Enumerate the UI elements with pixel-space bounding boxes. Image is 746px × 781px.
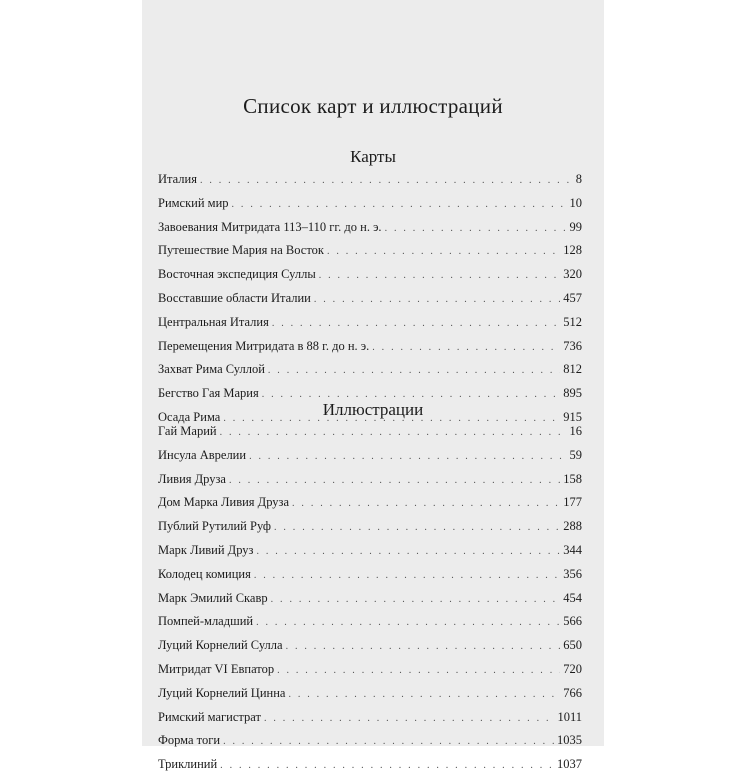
dot-leader bbox=[385, 223, 567, 234]
entry-label: Помпей-младший bbox=[158, 614, 254, 629]
list-item bbox=[158, 567, 582, 591]
dot-leader bbox=[256, 546, 560, 557]
entry-page-number: 566 bbox=[563, 614, 582, 629]
list-item bbox=[158, 472, 582, 496]
entry-page-number: 736 bbox=[563, 338, 582, 353]
dot-leader bbox=[200, 175, 573, 186]
list-item bbox=[158, 733, 582, 757]
entry-page-number: 1035 bbox=[557, 733, 582, 748]
dot-leader bbox=[319, 270, 561, 281]
illustrations-heading: Иллюстрации bbox=[322, 400, 424, 419]
list-item bbox=[158, 448, 582, 472]
entry-page-number: 457 bbox=[563, 290, 582, 305]
dot-leader bbox=[232, 199, 567, 210]
dot-leader bbox=[264, 713, 554, 724]
dot-leader bbox=[372, 342, 560, 353]
dot-leader bbox=[220, 427, 567, 438]
entry-label: Дом Марка Ливия Друза bbox=[158, 495, 290, 510]
list-item bbox=[158, 519, 582, 543]
dot-leader bbox=[272, 318, 560, 329]
entry-label: Инсула Аврелии bbox=[158, 447, 247, 462]
dot-leader bbox=[286, 641, 561, 652]
entry-label: Италия bbox=[158, 172, 197, 186]
entry-page-number: 320 bbox=[563, 267, 582, 282]
dot-leader bbox=[268, 365, 560, 376]
entry-page-number: 99 bbox=[569, 219, 582, 234]
entry-label: Завоевания Митридата 113–110 гг. до н. э. bbox=[158, 219, 382, 234]
list-item bbox=[158, 362, 582, 386]
entry-page-number: 177 bbox=[563, 495, 582, 510]
list-item bbox=[158, 591, 582, 615]
dot-leader bbox=[314, 294, 560, 305]
entry-page-number: 720 bbox=[563, 661, 582, 676]
list-item bbox=[158, 196, 582, 220]
dot-leader bbox=[262, 389, 561, 400]
entry-label: Бегство Гая Мария bbox=[158, 386, 259, 401]
entry-page-number: 1011 bbox=[557, 709, 582, 724]
page-title: Список карт и иллюстраций bbox=[243, 94, 503, 118]
entry-page-number: 915 bbox=[563, 409, 582, 424]
dot-leader bbox=[271, 594, 561, 605]
dot-leader bbox=[274, 522, 560, 533]
dot-leader bbox=[220, 760, 554, 771]
entry-label: Колодец комиция bbox=[158, 566, 251, 581]
list-item bbox=[158, 662, 582, 686]
dot-leader bbox=[254, 570, 560, 581]
entry-label: Путешествие Мария на Восток bbox=[158, 243, 324, 258]
dot-leader bbox=[256, 617, 560, 628]
entry-label: Ливия Друза bbox=[158, 471, 226, 486]
maps-heading: Карты bbox=[350, 147, 396, 166]
entry-page-number: 1037 bbox=[557, 757, 582, 772]
entry-page-number: 650 bbox=[563, 638, 582, 653]
entry-page-number: 812 bbox=[563, 362, 582, 377]
list-item bbox=[158, 757, 582, 781]
entry-label: Форма тоги bbox=[158, 733, 221, 748]
entry-page-number: 356 bbox=[563, 566, 582, 581]
dot-leader bbox=[229, 475, 560, 486]
entry-page-number: 59 bbox=[569, 447, 582, 462]
list-item bbox=[158, 686, 582, 710]
entry-label: Гай Марий bbox=[158, 424, 217, 438]
dot-leader bbox=[249, 451, 566, 462]
entry-page-number: 766 bbox=[563, 685, 582, 700]
list-item bbox=[158, 424, 582, 448]
entry-label: Митридат VI Евпатор bbox=[158, 661, 275, 676]
entry-label: Центральная Италия bbox=[158, 314, 269, 329]
entry-label: Публий Рутилий Руф bbox=[158, 519, 271, 534]
entry-page-number: 288 bbox=[563, 519, 582, 534]
list-item bbox=[158, 495, 582, 519]
list-item bbox=[158, 220, 582, 244]
dot-leader bbox=[277, 665, 560, 676]
entry-label: Марк Ливий Друз bbox=[158, 542, 254, 557]
list-item bbox=[158, 614, 582, 638]
entry-label: Римский магистрат bbox=[158, 709, 261, 724]
entry-page-number: 454 bbox=[563, 590, 582, 605]
list-item bbox=[158, 315, 582, 339]
maps-list bbox=[158, 172, 582, 434]
list-item bbox=[158, 243, 582, 267]
list-item bbox=[158, 172, 582, 196]
entry-page-number: 8 bbox=[575, 172, 582, 186]
list-item bbox=[158, 710, 582, 734]
entry-label: Луций Корнелий Сулла bbox=[158, 638, 283, 653]
dot-leader bbox=[327, 246, 560, 257]
list-item bbox=[158, 291, 582, 315]
entry-page-number: 344 bbox=[563, 542, 582, 557]
list-item bbox=[158, 267, 582, 291]
entry-label: Восточная экспедиция Суллы bbox=[158, 267, 316, 282]
dot-leader bbox=[288, 689, 560, 700]
entry-label: Захват Рима Суллой bbox=[158, 362, 265, 377]
entry-label: Восставшие области Италии bbox=[158, 290, 311, 305]
list-item bbox=[158, 543, 582, 567]
entry-label: Римский мир bbox=[158, 195, 229, 210]
entry-page-number: 128 bbox=[563, 243, 582, 258]
entry-label: Осада Рима bbox=[158, 409, 221, 424]
entry-label: Луций Корнелий Цинна bbox=[158, 685, 286, 700]
list-item bbox=[158, 638, 582, 662]
illustrations-list bbox=[158, 424, 582, 781]
book-page bbox=[142, 0, 604, 772]
entry-label: Марк Эмилий Скавр bbox=[158, 590, 268, 605]
entry-page-number: 16 bbox=[569, 424, 582, 438]
entry-label: Перемещения Митридата в 88 г. до н. э. bbox=[158, 338, 370, 353]
entry-page-number: 512 bbox=[563, 314, 582, 329]
entry-page-number: 158 bbox=[563, 471, 582, 486]
entry-page-number: 895 bbox=[563, 386, 582, 401]
dot-leader bbox=[292, 498, 560, 509]
list-item bbox=[158, 339, 582, 363]
entry-page-number: 10 bbox=[569, 195, 582, 210]
entry-label: Триклиний bbox=[158, 757, 218, 772]
